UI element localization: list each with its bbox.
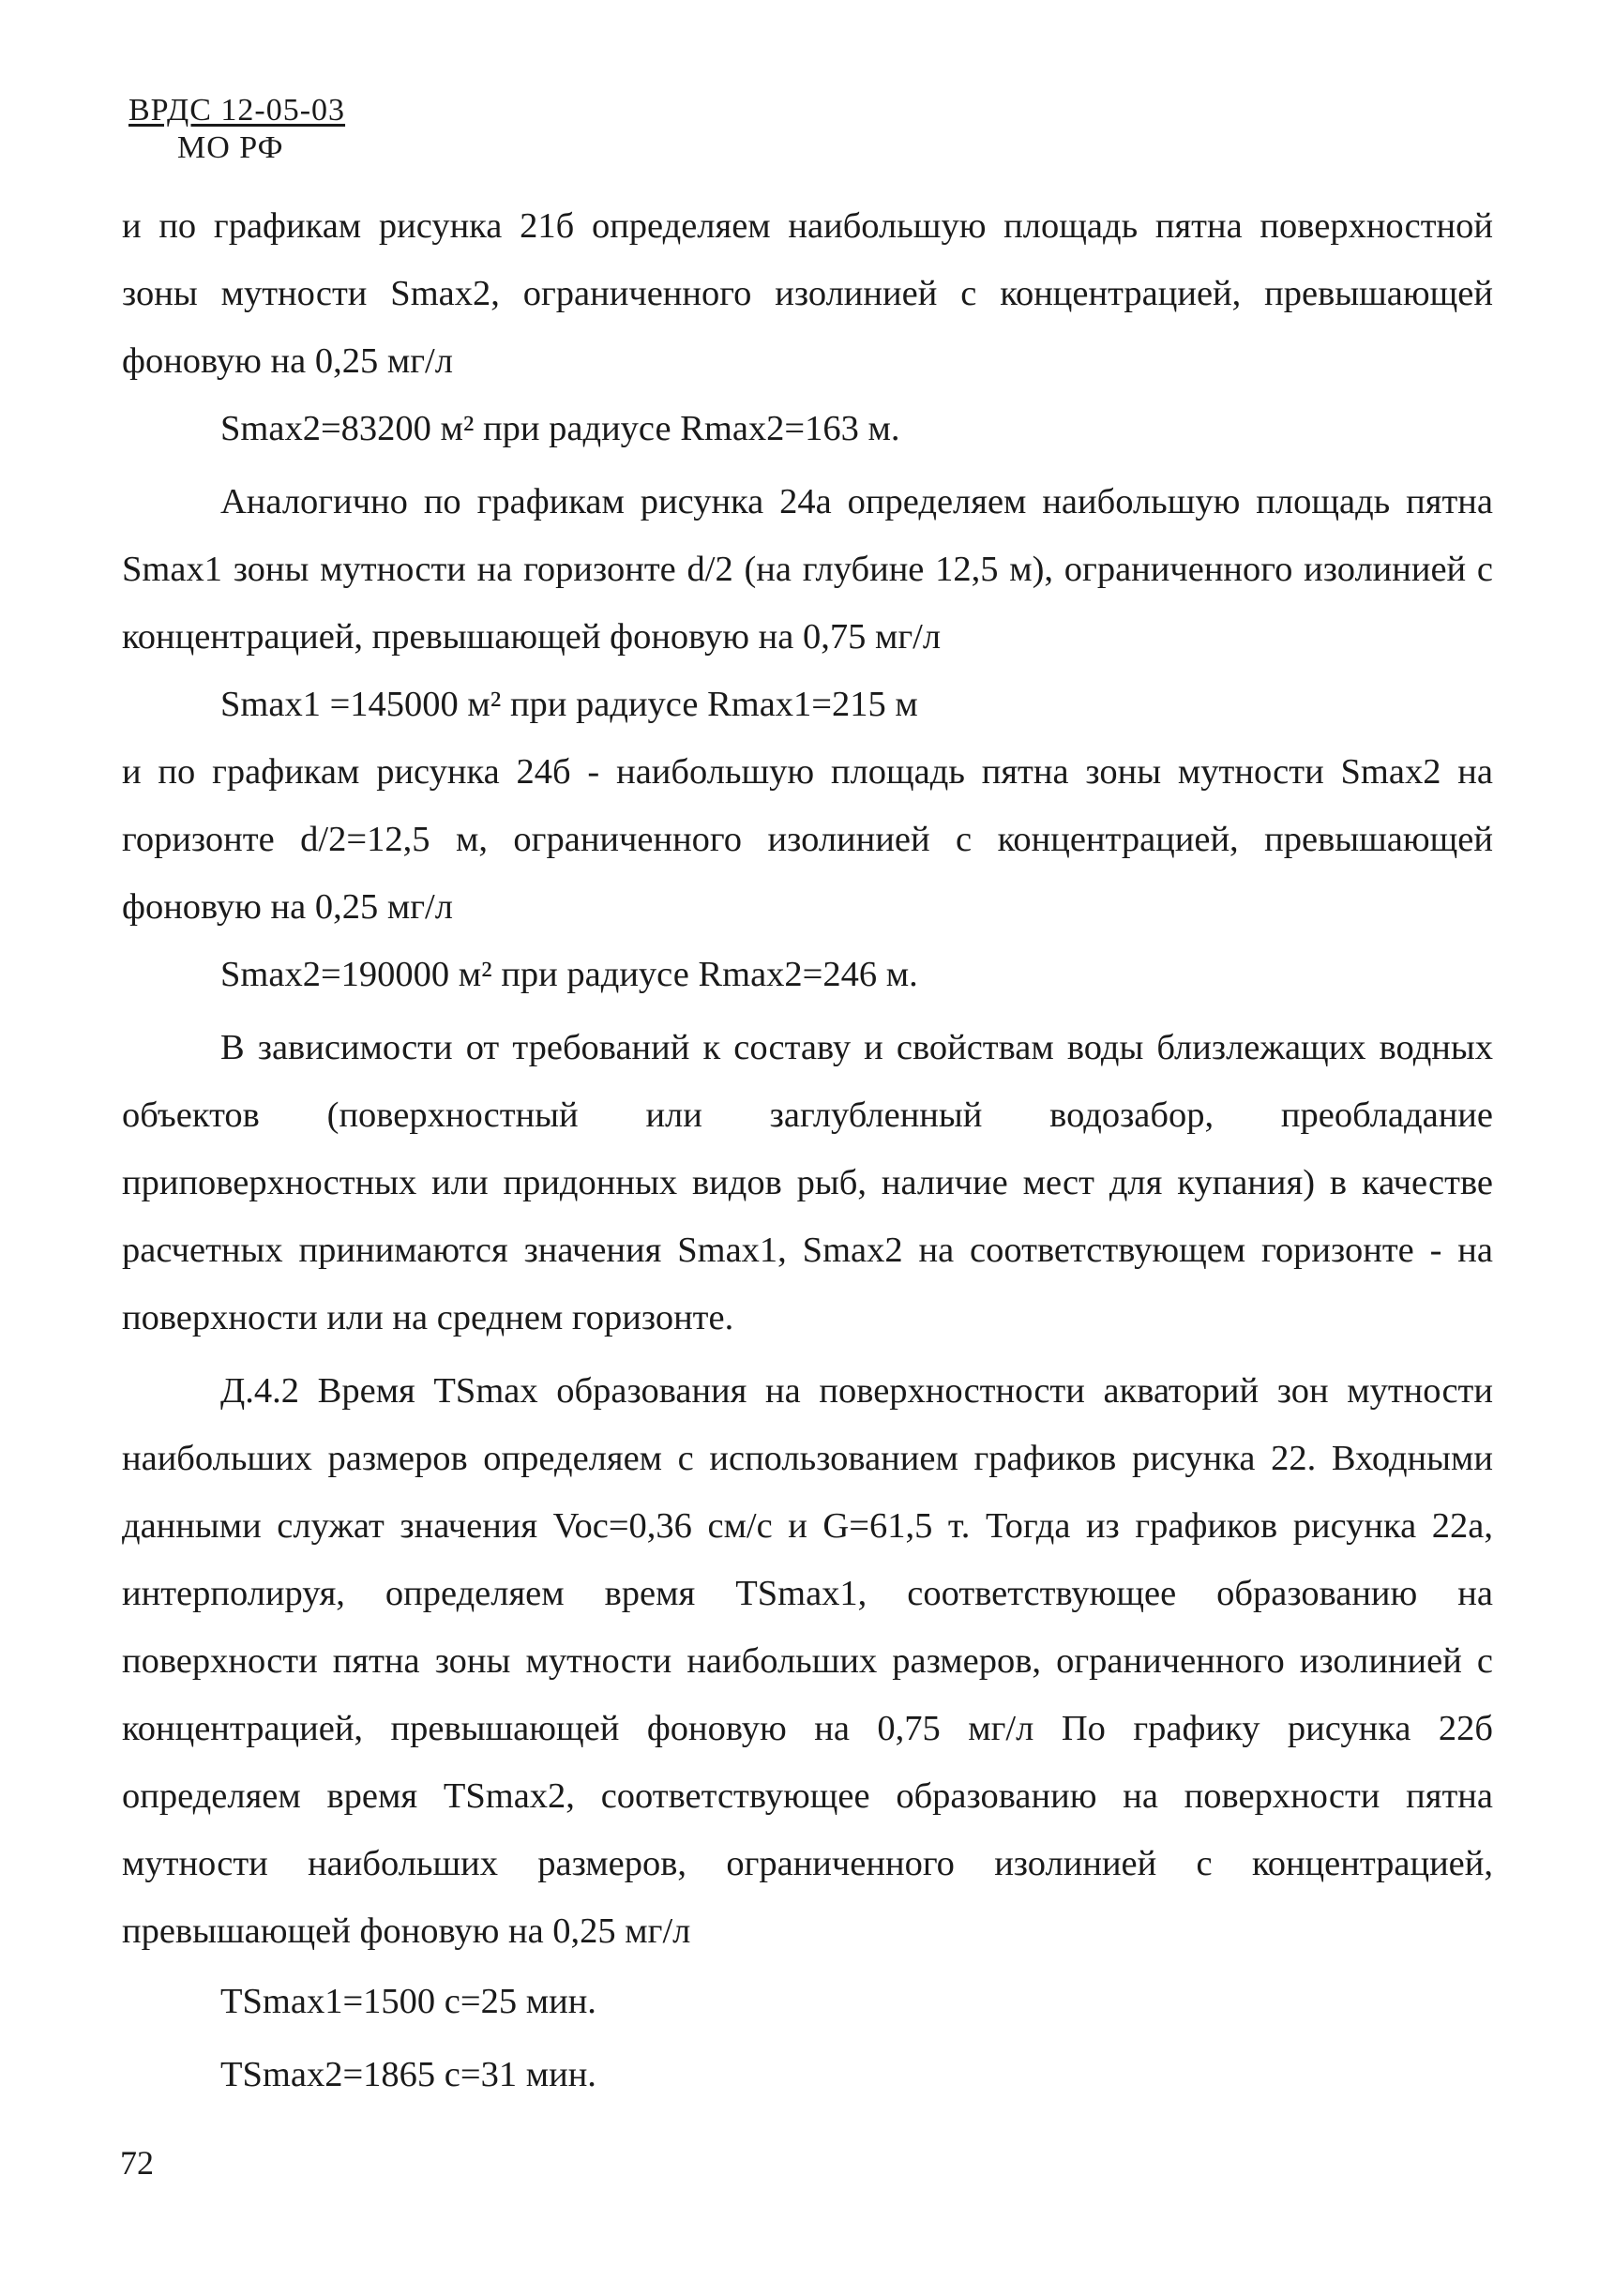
paragraph: и по графикам рисунка 24б - наибольшую площадь пятна зоны мутности Smax2 на горизонте d/2=12,5 м, ограниченного изолинией с концентрацией, превышающей фоновую на 0,25 мг/л <box>122 752 1493 927</box>
page-number: 72 <box>120 2144 154 2182</box>
formula-line: TSmax2=1865 с=31 мин. <box>220 2055 596 2094</box>
paragraph: Д.4.2 Время TSmax образования на поверхностности акваторий зон мутности наибольших размеров определяем с использованием графиков рисунка 22. Входными данными служат значения Voc=0,36 см/с и G=61,5 т. Тогда из графиков рисунка 22а, интерполируя, определяем время TSmax1, соответствующее образованию на поверхности пятна зоны мутности наибольших размеров, ограниченного изолинией с концентрацией, превышающей фоновую на 0,75 мг/л По графику рисунка 22б определяем время TSmax2, соответствующее образованию на поверхности пятна мутности наибольших размеров, ограниченного изолинией с концентрацией, превышающей фоновую на 0,25 мг/л <box>122 1371 1493 1951</box>
organization: МО РФ <box>177 130 284 165</box>
formula-line: Smax2=83200 м² при радиусе Rmax2=163 м. <box>220 409 900 448</box>
body-text <box>122 192 1493 2111</box>
running-header <box>128 92 345 167</box>
formula-line: TSmax1=1500 с=25 мин. <box>220 1982 596 2021</box>
paragraph: Аналогично по графикам рисунка 24а определяем наибольшую площадь пятна Smax1 зоны мутности на горизонте d/2 (на глубине 12,5 м), ограниченного изолинией с концентрацией, превышающей фоновую на 0,75 мг/л <box>122 482 1493 657</box>
document-code: ВРДС 12-05-03 <box>128 93 346 128</box>
formula-line: Smax2=190000 м² при радиусе Rmax2=246 м. <box>220 955 918 994</box>
formula-line: Smax1 =145000 м² при радиусе Rmax1=215 м <box>220 685 918 724</box>
paragraph: и по графикам рисунка 21б определяем наибольшую площадь пятна поверхностной зоны мутности Smax2, ограниченного изолинией с концентрацией, превышающей фоновую на 0,25 мг/л <box>122 206 1493 381</box>
paragraph: В зависимости от требований к составу и свойствам воды близлежащих водных объектов (поверхностный или заглубленный водозабор, преобладание приповерхностных или придонных видов рыб, наличие мест для купания) в качестве расчетных принимаются значения Smax1, Smax2 на соответствующем горизонте - на поверхности или на среднем горизонте. <box>122 1028 1493 1337</box>
